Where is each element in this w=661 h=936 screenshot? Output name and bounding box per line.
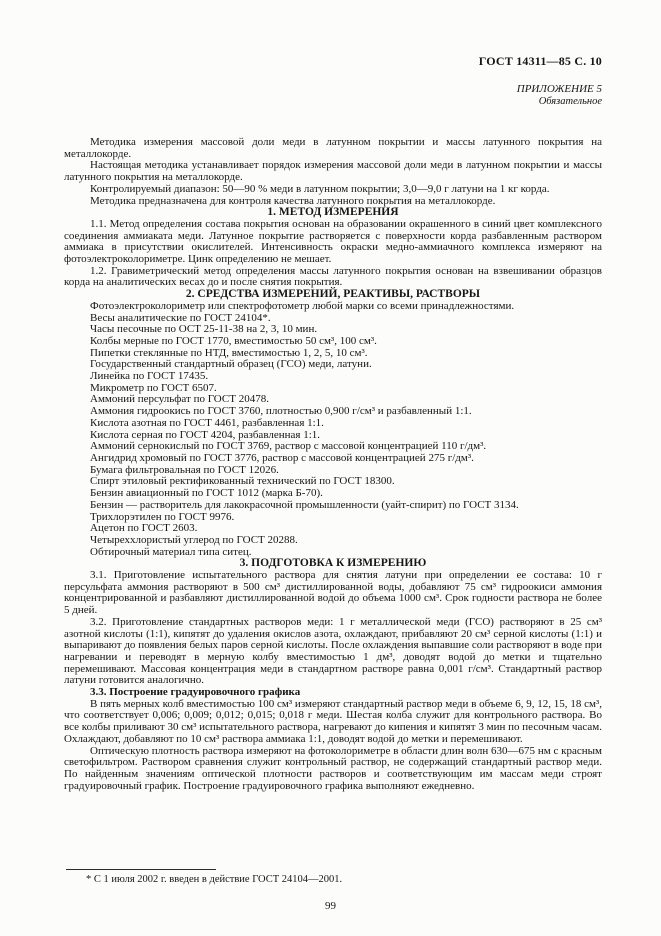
document-body — [64, 137, 602, 792]
intro-paragraph: Контролируемый диапазон: 50—90 % меди в латунном покрытии; 3,0—9,0 г латуни на 1 кг корда. — [90, 182, 550, 195]
reagent-item: Ацетон по ГОСТ 2603. — [90, 522, 198, 535]
reagent-item: Обтирочный материал типа ситец. — [90, 545, 252, 558]
footnote-divider — [66, 869, 216, 870]
section-3-paragraph: В пять мерных колб вместимостью 100 см³ измеряют стандартный раствор меди в объеме 6, 9, 12, 15, 18 см³, что соответствует 0,006; 0,009; 0,012; 0,015; 0,018 г меди. Шестая колба служит для контрольного раствора. Во все колбы приливают 30 см³ испытательного раствора, нагревают до кипения и кипятят 3 мин по песочным часам. Охлаждают, добавляют по 10 см³ раствора аммиака 1:1, доводят водой до метки и перемешивают. — [64, 697, 602, 745]
reagent-item: Аммоний персульфат по ГОСТ 20478. — [90, 393, 269, 406]
reagent-item: Кислота серная по ГОСТ 4204, разбавленная 1:1. — [90, 428, 321, 441]
reagent-item: Пипетки стеклянные по НТД, вместимостью 1, 2, 5, 10 см³. — [90, 346, 368, 359]
reagent-item: Микрометр по ГОСТ 6507. — [90, 381, 217, 394]
reagent-item: Бензин — растворитель для лакокрасочной промышленности (уайт-спирит) по ГОСТ 3134. — [90, 498, 519, 511]
intro-paragraph: Настоящая методика устанавливает порядок измерения массовой доли меди в латунном покрытии и массы латунного покрытия на металлокорде. — [64, 159, 602, 184]
appendix-label: ПРИЛОЖЕНИЕ 5 — [516, 83, 602, 95]
reagent-item: Государственный стандартный образец (ГСО) меди, латуни. — [90, 358, 372, 371]
reagent-item: Бумага фильтровальная по ГОСТ 12026. — [90, 463, 279, 476]
section-1-paragraph: 1.2. Гравиметрический метод определения массы латунного покрытия основан на взвешивании образцов корда на аналитических весах до и после снятия покрытия. — [64, 264, 602, 289]
reagent-item: Бензин авиационный по ГОСТ 1012 (марка Б-70). — [90, 487, 323, 500]
appendix-block — [64, 83, 602, 108]
section-3-paragraph: 3.1. Приготовление испытательного раствора для снятия латуни при определении ее состава: 10 г персульфата аммония растворяют в 500 см³ дистиллированной воды, добавляют 75 см³ гидроокиси аммония концентрированной и разбавляют дистиллированной водой до объема 1000 см³. Срок годности раствора не более 5 дней. — [64, 569, 602, 617]
section-3-paragraph: 3.2. Приготовление стандартных растворов меди: 1 г металлической меди (ГСО) растворяют в 25 см³ азотной кислоты (1:1), кипятят до удаления окислов азота, охлаждают, прибавляют 20 см³ серной кислоты (1:1) и выпаривают до появления белых паров серной кислоты. После охлаждения выпавшие соли растворяют в воде при нагревании и переводят в мерную колбу вместимостью 1 дм³, доводят водой до метки и тщательно перемешивают. Массовая концентрация меди в стандартном растворе равна 0,001 г/см³. Стандартный раствор латуни готовится аналогично. — [64, 615, 602, 687]
reagent-item: Весы аналитические по ГОСТ 24104*. — [90, 311, 271, 324]
reagent-item: Аммоний сернокислый по ГОСТ 3769, раствор с массовой концентрацией 110 г/дм³. — [90, 440, 487, 453]
reagent-item: Ангидрид хромовый по ГОСТ 3776, раствор с массовой концентрацией 275 г/дм³. — [90, 451, 474, 464]
intro-paragraph: Методика предназначена для контроля качества латунного покрытия на металлокорде. — [90, 194, 496, 207]
reagent-item: Аммония гидроокись по ГОСТ 3760, плотностью 0,900 г/см³ и разбавленный 1:1. — [90, 405, 472, 418]
section-3-3-subheading: 3.3. Построение градуировочного графика — [90, 686, 301, 699]
section-1-paragraph: 1.1. Метод определения состава покрытия основан на образовании окрашенного в синий цвет комплексного соединения аммиаката меди. Латунное покрытие растворяется с поверхности корда разбавленным раствором аммиака в присутствии окислителей. Интенсивность окраски медно-аммиачного комплекса измеряют на фотоэлектроколориметре. Цинк определению не мешает. — [64, 217, 602, 266]
section-3-title: 3. ПОДГОТОВКА К ИЗМЕРЕНИЮ — [239, 557, 427, 570]
reagent-item: Фотоэлектроколориметр или спектрофотометр любой марки со всеми принадлежностями. — [90, 299, 515, 312]
reagent-item: Четыреххлористый углерод по ГОСТ 20288. — [90, 533, 298, 546]
reagent-item: Трихлорэтилен по ГОСТ 9976. — [90, 510, 235, 523]
reagent-item: Линейка по ГОСТ 17435. — [90, 370, 209, 383]
footnote-block — [64, 869, 602, 886]
page-number: 99 — [325, 900, 336, 912]
reagent-item: Колбы мерные по ГОСТ 1770, вместимостью 50 см³, 100 см³. — [90, 334, 377, 347]
reagent-item: Часы песочные по ОСТ 25-11-38 на 2, 3, 10 мин. — [90, 323, 318, 336]
page-content — [64, 54, 602, 792]
appendix-obligation: Обязательное — [538, 96, 602, 107]
reagent-item: Спирт этиловый ректификованный технический по ГОСТ 18300. — [90, 475, 395, 488]
section-1-title: 1. МЕТОД ИЗМЕРЕНИЯ — [267, 206, 399, 219]
footnote: * С 1 июля 2002 г. введен в действие ГОСТ 24104—2001. — [86, 874, 343, 885]
section-3-paragraph: Оптическую плотность раствора измеряют на фотоколориметре в области длин волн 630—675 нм с красным светофильтром. Раствором сравнения служит контрольный раствор, не содержащий стандартный раствор меди. По найденным значениям оптической плотности растворов и соответствующим им массам меди строят градуировочный график. Построение градуировочного графика выполняют ежедневно. — [64, 744, 602, 792]
section-2-title: 2. СРЕДСТВА ИЗМЕРЕНИЙ, РЕАКТИВЫ, РАСТВОРЫ — [185, 288, 481, 301]
intro-paragraph: Методика измерения массовой доли меди в латунном покрытии и массы латунного покрытия на металлокорде. — [64, 136, 602, 160]
reagent-item: Кислота азотная по ГОСТ 4461, разбавленная 1:1. — [90, 416, 324, 429]
doc-reference: ГОСТ 14311—85 С. 10 — [478, 54, 602, 68]
